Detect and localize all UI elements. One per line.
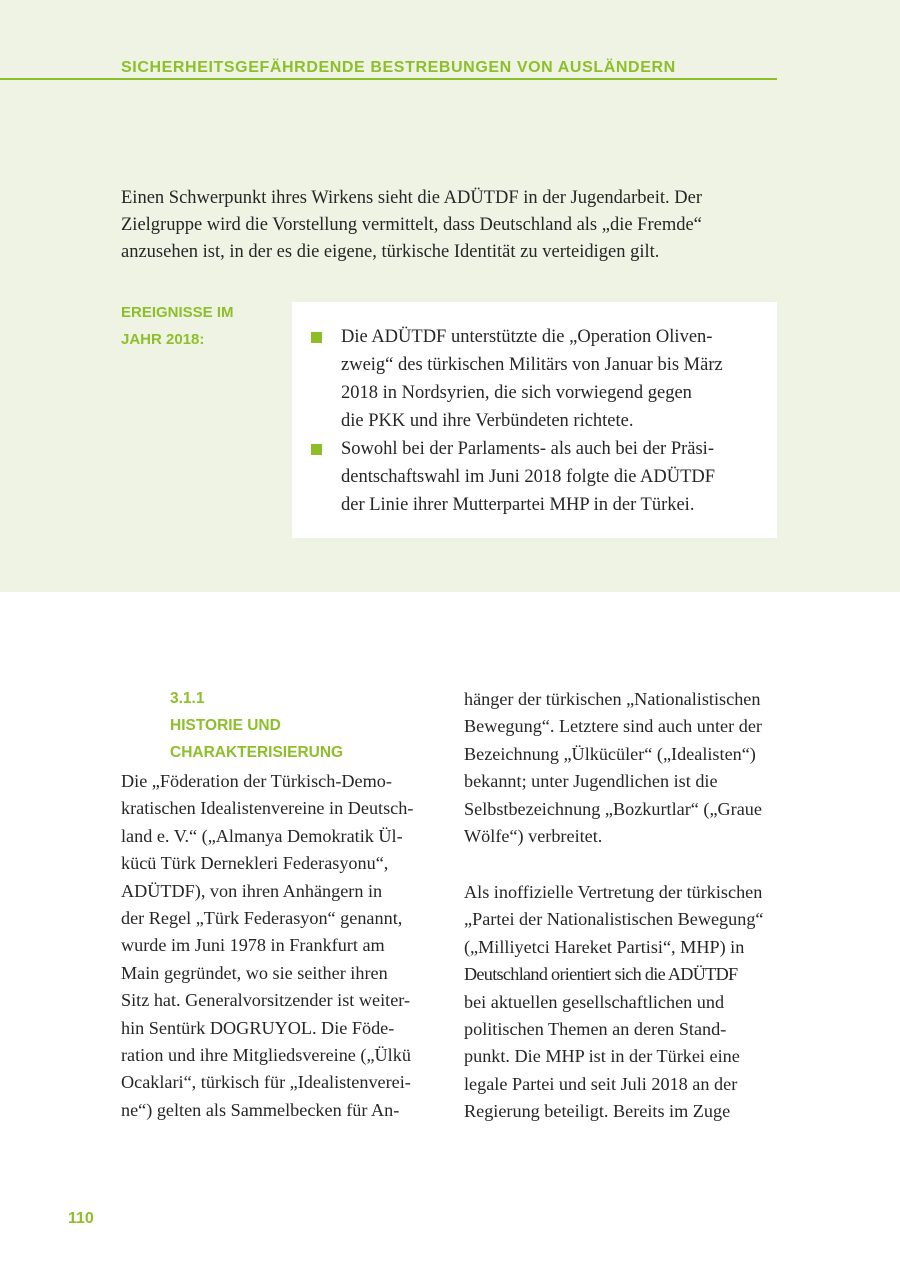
text-line: politischen Themen an deren Stand-	[464, 1019, 727, 1040]
text-line: punkt. Die MHP ist in der Türkei eine	[464, 1046, 740, 1067]
page-number: 110	[68, 1210, 94, 1227]
event-bullet-line: der Linie ihrer Mutterpartei MHP in der Türkei.	[341, 495, 695, 515]
text-line: land e. V.“ („Almanya Demokratik Ül-	[121, 825, 403, 846]
text-line: ADÜTDF), von ihren Anhängern in	[121, 880, 383, 901]
section-title: HISTORIE UND	[170, 717, 281, 734]
text-line: Wölfe“) verbreitet.	[464, 826, 603, 847]
event-bullet-line: 2018 in Nordsyrien, die sich vorwiegend gegen	[341, 383, 692, 403]
bullet-square-icon	[311, 444, 322, 455]
intro-line: anzusehen ist, in der es die eigene, türkische Identität zu verteidigen gilt.	[121, 242, 660, 262]
event-bullet-line: Die ADÜTDF unterstützte die „Operation Oliven-	[341, 327, 713, 347]
intro-paragraph	[121, 185, 777, 266]
text-line: Die „Föderation der Türkisch-Demo-	[121, 771, 392, 791]
text-line: Ocaklari“, türkisch für „Idealistenverei-	[121, 1072, 411, 1093]
events-label-line: EREIGNISSE IM	[121, 304, 234, 321]
text-line: „Partei der Nationalistischen Bewegung“	[464, 909, 764, 930]
event-bullet-line: zweig“ des türkischen Militärs von Januar bis März	[341, 355, 723, 375]
text-line: („Milliyetci Hareket Partisi“, MHP) in	[464, 936, 745, 957]
text-line: kücü Türk Dernekleri Federasyonu“,	[121, 853, 389, 874]
text-line: ne“) gelten als Sammelbecken für An-	[121, 1099, 400, 1120]
text-line: ration und ihre Mitgliedsvereine („Ülkü	[121, 1045, 411, 1066]
event-bullet-line: dentschaftswahl im Juni 2018 folgte die ADÜTDF	[341, 467, 716, 487]
text-line: Als inoffizielle Vertretung der türkischen	[464, 882, 763, 902]
running-head: SICHERHEITSGEFÄHRDENDE BESTREBUNGEN VON AUSLÄNDERN	[121, 59, 676, 76]
text-line: hänger der türkischen „Nationalistischen	[464, 689, 761, 709]
bullet-square-icon	[311, 332, 322, 343]
text-line: hin Sentürk DOGRUYOL. Die Föde-	[121, 1017, 395, 1038]
text-line: Deutschland orientiert sich die ADÜTDF	[464, 964, 738, 985]
text-line: bei aktuellen gesellschaftlichen und	[464, 991, 725, 1012]
section-number: 3.1.1	[170, 690, 205, 707]
events-label	[121, 299, 234, 353]
text-line: wurde im Juni 1978 in Frankfurt am	[121, 935, 385, 956]
intro-line: Einen Schwerpunkt ihres Wirkens sieht die ADÜTDF in der Jugendarbeit. Der	[121, 188, 703, 208]
text-line: Bezeichnung „Ülkücüler“ („Idealisten“)	[464, 743, 756, 764]
text-line: Regierung beteiligt. Bereits im Zuge	[464, 1101, 731, 1122]
text-line: legale Partei und seit Juli 2018 an der	[464, 1073, 738, 1094]
event-bullet-line: Sowohl bei der Parlaments- als auch bei der Präsi-	[341, 439, 714, 459]
event-bullet-line: die PKK und ihre Verbündeten richtete.	[341, 411, 634, 431]
text-line: Main gegründet, wo sie seither ihren	[121, 962, 388, 983]
intro-line: Zielgruppe wird die Vorstellung vermittelt, dass Deutschland als „die Fremde“	[121, 215, 702, 235]
text-line: Sitz hat. Generalvorsitzender ist weiter-	[121, 990, 411, 1011]
text-line: Bewegung“. Letztere sind auch unter der	[464, 716, 762, 737]
text-line: bekannt; unter Jugendlichen ist die	[464, 771, 718, 792]
text-line: kratischen Idealistenvereine in Deutsch-	[121, 798, 414, 819]
header-rule	[0, 78, 777, 80]
left-column	[121, 768, 434, 1124]
text-line: Selbstbezeichnung „Bozkurtlar“ („Graue	[464, 798, 762, 819]
events-label-line: JAHR 2018:	[121, 331, 205, 348]
right-column-paragraph	[464, 686, 777, 850]
section-title: CHARAKTERISIERUNG	[170, 744, 344, 761]
right-column-paragraph	[464, 879, 777, 1126]
text-line: der Regel „Türk Federasyon“ genannt,	[121, 908, 403, 929]
